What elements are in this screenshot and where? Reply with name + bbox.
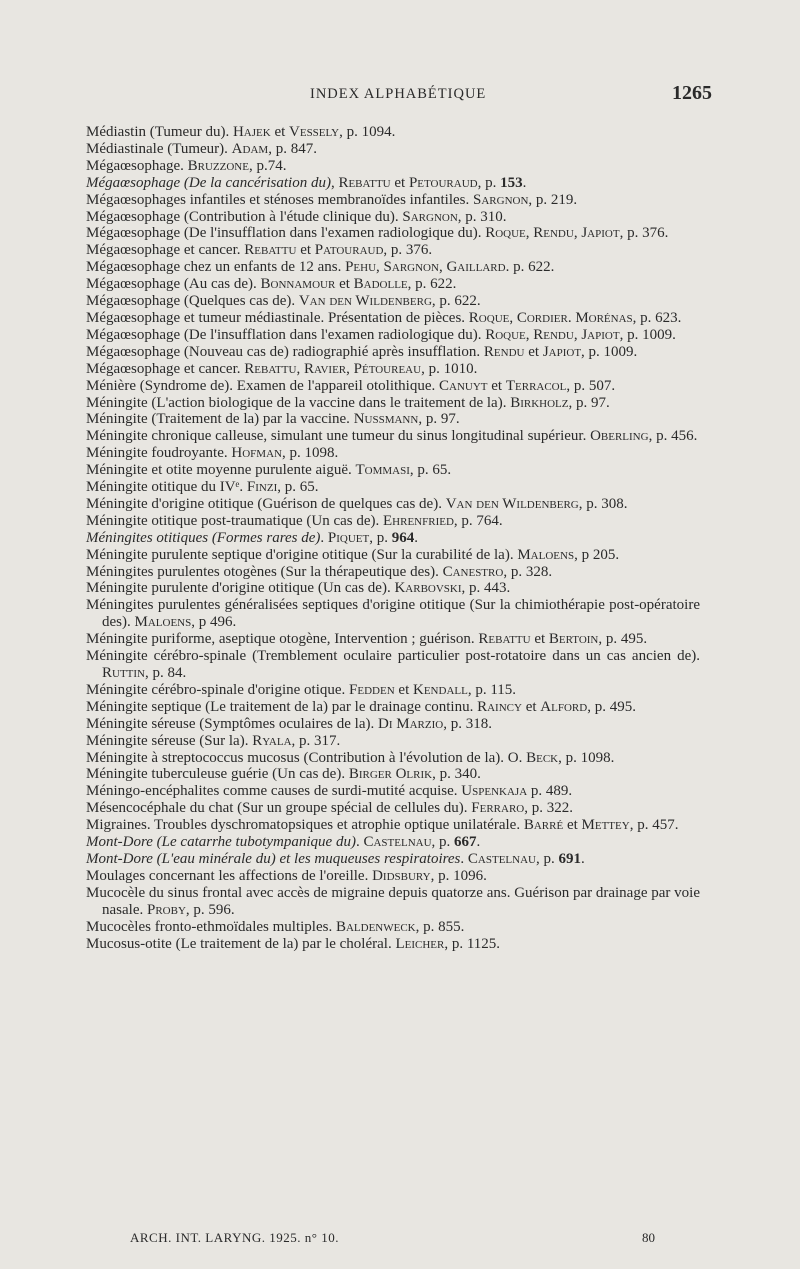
- index-entry: [86, 868, 700, 885]
- entry-segment: Rebattu: [338, 174, 391, 191]
- entry-segment: Karbovski: [394, 580, 462, 597]
- entry-segment: ,: [525, 326, 534, 343]
- entry-segment: Piquet: [327, 529, 370, 546]
- index-entry: [86, 631, 700, 648]
- entry-segment: ,: [573, 225, 582, 242]
- entry-segment: Rendu: [533, 326, 574, 343]
- index-entry: [86, 766, 700, 783]
- entry-segment: Di Marzio: [378, 715, 444, 732]
- entry-segment: Mégaœsophage (De l'insufflation dans l'examen radiologique du).: [86, 225, 486, 242]
- entry-segment: et: [487, 377, 506, 394]
- entry-segment: Van den Wildenberg: [445, 495, 579, 512]
- index-entry: [86, 479, 700, 496]
- entry-segment: Méningite purulente septique d'origine otitique (Sur la curabilité de la).: [86, 546, 518, 563]
- entry-segment: , p. 376.: [383, 242, 433, 259]
- entry-segment: , p. 622.: [407, 276, 457, 293]
- entry-segment: 691: [558, 850, 581, 867]
- entry-segment: , p. 318.: [443, 715, 492, 732]
- entry-segment: , p. 1098.: [281, 445, 339, 462]
- entry-segment: Gaillard: [446, 259, 506, 276]
- entry-segment: Nussmann: [353, 411, 419, 428]
- index-entry: [86, 242, 700, 259]
- entry-segment: , p.: [431, 834, 455, 851]
- page-header: [0, 82, 800, 110]
- entry-segment: Barré: [523, 817, 564, 834]
- index-entry: [86, 800, 700, 817]
- index-entries: [86, 124, 700, 952]
- signature-mark: 80: [642, 1230, 655, 1245]
- index-entry: [86, 530, 700, 547]
- entry-segment: .: [522, 174, 527, 191]
- entry-segment: Méningite d'origine otitique (Guérison de quelques cas de).: [86, 495, 446, 512]
- entry-segment: , p. 1125.: [444, 935, 501, 952]
- entry-segment: Mettey: [581, 817, 630, 834]
- entry-segment: .: [567, 309, 576, 326]
- page-footer: [0, 1230, 800, 1250]
- entry-segment: et: [563, 817, 582, 834]
- index-entry: [86, 783, 700, 800]
- entry-segment: Ruttin: [102, 665, 145, 681]
- entry-segment: Méningite cérébro-spinale d'origine otique.: [86, 681, 350, 698]
- entry-segment: Castelnau: [363, 834, 432, 851]
- entry-segment: , p. 623.: [632, 309, 682, 326]
- entry-segment: Rebattu: [478, 631, 531, 648]
- entry-segment: , p. 1096.: [430, 867, 487, 884]
- entry-segment: ,: [330, 174, 339, 191]
- entry-segment: , p. 457.: [629, 817, 679, 834]
- entry-segment: Alford: [540, 698, 588, 715]
- index-entry: [86, 378, 700, 395]
- entry-segment: Méningite séreuse (Sur la).: [86, 732, 253, 749]
- entry-segment: , p. 507.: [566, 377, 616, 394]
- index-entry: [86, 513, 700, 530]
- entry-segment: , p.74.: [248, 157, 287, 174]
- entry-segment: .: [414, 529, 418, 546]
- entry-segment: 153: [500, 174, 523, 191]
- entry-segment: Kendall: [413, 681, 468, 698]
- index-entry: [86, 293, 700, 310]
- entry-segment: Mégaœsophage (Nouveau cas de) radiographié après insufflation.: [86, 343, 484, 360]
- page-number: 1265: [672, 82, 712, 104]
- entry-segment: , p. 317.: [291, 732, 341, 749]
- entry-segment: Mucocèles fronto-ethmoïdales multiples.: [86, 918, 336, 935]
- entry-segment: Ryala: [252, 732, 292, 749]
- entry-segment: Tommasi: [355, 462, 410, 479]
- index-entry: [86, 209, 700, 226]
- entry-segment: Migraines. Troubles dyschromatopsiques et atrophie optique unilatérale.: [86, 817, 524, 834]
- entry-segment: Pehu: [345, 259, 377, 276]
- entry-segment: ,: [438, 259, 447, 276]
- entry-segment: Méningites otitiques (Formes rares de): [86, 529, 321, 546]
- entry-segment: ,: [296, 360, 304, 377]
- entry-segment: Méningite à streptococcus mucosus (Contribution à l'évolution de la).: [86, 749, 508, 766]
- entry-segment: Cordier: [516, 309, 568, 326]
- index-entry: [86, 597, 700, 631]
- index-entry: [86, 733, 700, 750]
- entry-segment: Pétoureau: [353, 360, 422, 377]
- entry-segment: Oberling: [590, 428, 649, 445]
- entry-segment: Méningite (L'action biologique de la vaccine dans le traitement de la).: [86, 394, 511, 411]
- entry-segment: p. 489.: [527, 783, 573, 800]
- entry-segment: ,: [509, 309, 517, 326]
- entry-segment: Mésencocéphale du chat (Sur un groupe spécial de cellules du).: [86, 800, 472, 817]
- entry-segment: et: [530, 631, 549, 648]
- entry-segment: Badolle: [353, 276, 408, 293]
- entry-segment: .: [580, 850, 585, 867]
- entry-segment: Proby: [146, 901, 186, 918]
- entry-segment: .: [476, 834, 481, 851]
- index-entry: [86, 885, 700, 919]
- entry-segment: , p. 1094.: [339, 124, 396, 140]
- entry-segment: , p. 1098.: [558, 749, 615, 766]
- entry-segment: , p. 847.: [268, 140, 317, 157]
- entry-segment: Mégaœsophage et cancer.: [86, 360, 245, 377]
- entry-segment: Canestro: [442, 563, 504, 580]
- entry-segment: Méningites purulentes généralisées septiques d'origine otitique (Sur la chimiothérapie post-opératoire des).: [86, 597, 700, 631]
- entry-segment: Rebattu: [244, 360, 297, 377]
- entry-segment: , p. 1010.: [421, 360, 478, 377]
- entry-segment: Birger Olrik: [348, 766, 433, 783]
- index-entry: [86, 445, 700, 462]
- entry-segment: , p. 310.: [457, 208, 507, 225]
- entry-segment: Mégaœsophage (Au cas de).: [86, 276, 261, 293]
- entry-segment: Mégaœsophage.: [86, 157, 188, 174]
- entry-segment: , p. 219.: [528, 191, 578, 208]
- entry-segment: Birkholz: [510, 394, 569, 411]
- entry-segment: Roque: [468, 309, 510, 326]
- entry-segment: Vessely: [289, 124, 340, 140]
- entry-segment: ,: [376, 259, 384, 276]
- index-entry: [86, 310, 700, 327]
- entry-segment: Rendu: [483, 343, 525, 360]
- entry-segment: , p. 443.: [461, 580, 511, 597]
- index-entry: [86, 750, 700, 767]
- entry-segment: , p.: [477, 174, 501, 191]
- entry-segment: Van den Wildenberg: [298, 293, 432, 310]
- index-entry: [86, 699, 700, 716]
- entry-segment: ,: [573, 326, 582, 343]
- entry-segment: Baldenweck: [335, 918, 416, 935]
- entry-segment: Leicher: [395, 935, 445, 952]
- index-entry: [86, 851, 700, 868]
- entry-segment: , p. 855.: [415, 918, 465, 935]
- index-entry: [86, 141, 700, 158]
- entry-segment: Méningite chronique calleuse, simulant une tumeur du sinus longitudinal supérieur.: [86, 428, 591, 445]
- entry-segment: Méningite tuberculeuse guérie (Un cas de).: [86, 766, 349, 783]
- entry-segment: , p. 456.: [648, 428, 698, 445]
- entry-segment: Mégaœsophage (De la cancérisation du): [86, 174, 331, 191]
- index-entry: [86, 395, 700, 412]
- entry-segment: , p. 308.: [578, 495, 628, 512]
- entry-segment: et: [270, 124, 290, 140]
- entry-segment: Mégaœsophage et cancer.: [86, 242, 245, 259]
- entry-segment: Rebattu: [244, 242, 297, 259]
- index-entry: [86, 411, 700, 428]
- entry-segment: Mégaœsophage (De l'insufflation dans l'examen radiologique du).: [86, 326, 486, 343]
- entry-segment: et: [335, 276, 354, 293]
- index-entry: [86, 175, 700, 192]
- entry-segment: , p. 495.: [587, 698, 636, 715]
- entry-segment: Patouraud: [314, 242, 384, 259]
- entry-segment: Mucosus-otite (Le traitement de la) par le choléral.: [86, 935, 396, 952]
- index-entry: [86, 327, 700, 344]
- entry-segment: Sargnon: [473, 191, 529, 208]
- entry-segment: et: [390, 174, 409, 191]
- entry-segment: , p. 622.: [431, 293, 481, 310]
- entry-segment: Sargnon: [383, 259, 439, 276]
- entry-segment: , p. 340.: [432, 766, 481, 783]
- entry-segment: Méningite foudroyante.: [86, 445, 232, 462]
- entry-segment: Mégaœsophage (Quelques cas de).: [86, 293, 299, 310]
- entry-segment: Bruzzone: [187, 157, 249, 174]
- entry-segment: Mégaœsophage chez un enfants de 12 ans.: [86, 259, 346, 276]
- entry-segment: O. Beck: [507, 749, 559, 766]
- entry-segment: 964: [391, 529, 415, 546]
- index-entry: [86, 919, 700, 936]
- index-entry: [86, 547, 700, 564]
- entry-segment: , p 496.: [191, 614, 237, 631]
- index-entry: [86, 276, 700, 293]
- entry-segment: Méningite otitique post-traumatique (Un cas de).: [86, 512, 384, 529]
- entry-segment: , p.: [535, 850, 559, 867]
- entry-segment: , p. 1009.: [581, 343, 638, 360]
- index-entry: [86, 192, 700, 209]
- entry-segment: . p. 622.: [505, 259, 555, 276]
- entry-segment: et: [524, 343, 543, 360]
- entry-segment: ,: [525, 225, 534, 242]
- entry-segment: , p. 65.: [277, 479, 319, 496]
- entry-segment: Petouraud: [408, 174, 478, 191]
- entry-segment: Mont-Dore (Le catarrhe tubotympanique du): [86, 834, 356, 851]
- entry-segment: , p. 764.: [453, 512, 503, 529]
- entry-segment: Raincy: [477, 698, 522, 715]
- entry-segment: Méningite purulente d'origine otitique (Un cas de).: [86, 580, 395, 597]
- entry-segment: , p. 84.: [145, 665, 187, 681]
- entry-segment: Mégaœsophage et tumeur médiastinale. Présentation de pièces.: [86, 309, 469, 326]
- entry-segment: Méningite (Traitement de la) par la vaccine.: [86, 411, 354, 428]
- entry-segment: ,: [346, 360, 354, 377]
- entry-segment: Hofman: [231, 445, 282, 462]
- entry-segment: , p. 495.: [598, 631, 648, 648]
- entry-segment: Japiot: [581, 225, 620, 242]
- entry-segment: Finzi: [246, 479, 278, 496]
- entry-segment: , p. 65.: [409, 462, 452, 479]
- entry-segment: Mucocèle du sinus frontal avec accès de migraine depuis quatorze ans. Guérison par drainage par voie nasale.: [86, 884, 700, 918]
- entry-segment: et: [394, 681, 413, 698]
- entry-segment: Hajek: [232, 124, 271, 140]
- index-entry: [86, 158, 700, 175]
- index-entry: [86, 496, 700, 513]
- running-head: INDEX ALPHABÉTIQUE: [310, 86, 487, 102]
- index-entry: [86, 716, 700, 733]
- index-entry: [86, 428, 700, 445]
- index-entry: [86, 834, 700, 851]
- entry-segment: et: [521, 698, 541, 715]
- entry-segment: Adam: [231, 140, 269, 157]
- entry-segment: 667: [454, 834, 477, 851]
- index-entry: [86, 564, 700, 581]
- entry-segment: .: [460, 850, 468, 867]
- entry-segment: Mont-Dore (L'eau minérale du) et les muqueuses respiratoires: [86, 850, 461, 867]
- entry-segment: , p. 328.: [503, 563, 553, 580]
- entry-segment: Ehrenfried: [383, 512, 454, 529]
- entry-segment: Canuyt: [439, 377, 488, 394]
- entry-segment: , p 205.: [574, 546, 620, 563]
- entry-segment: Bonnamour: [260, 276, 336, 293]
- entry-segment: Méningo-encéphalites comme causes de surdi-mutité acquise.: [86, 783, 462, 800]
- entry-segment: Moulages concernant les affections de l'oreille.: [86, 867, 373, 884]
- entry-segment: , p. 376.: [619, 225, 669, 242]
- entry-segment: Méningite septique (Le traitement de la) par le drainage continu.: [86, 698, 478, 715]
- entry-segment: , p.: [369, 529, 392, 546]
- entry-segment: .: [355, 834, 364, 851]
- entry-segment: Ménière (Syndrome de). Examen de l'appareil otolithique.: [86, 377, 440, 394]
- index-entry: [86, 361, 700, 378]
- entry-segment: Ferraro: [471, 800, 525, 817]
- entry-segment: Méningite otitique du IVᵉ.: [86, 479, 247, 496]
- index-entry: [86, 259, 700, 276]
- entry-segment: , p. 97.: [568, 394, 610, 411]
- index-entry: [86, 462, 700, 479]
- entry-segment: Bertoin: [548, 631, 599, 648]
- entry-segment: Terracol: [505, 377, 567, 394]
- entry-segment: Méningite et otite moyenne purulente aiguë.: [86, 462, 356, 479]
- entry-segment: Morénas: [575, 309, 633, 326]
- entry-segment: , p. 596.: [185, 901, 235, 918]
- index-entry: [86, 682, 700, 699]
- entry-segment: Maloens: [517, 546, 575, 563]
- entry-segment: Japiot: [542, 343, 582, 360]
- entry-segment: Ravier: [303, 360, 347, 377]
- entry-segment: , p. 1009.: [619, 326, 676, 343]
- index-entry: [86, 225, 700, 242]
- entry-segment: , p. 322.: [524, 800, 573, 817]
- entry-segment: Sargnon: [402, 208, 458, 225]
- entry-segment: .: [320, 529, 328, 546]
- entry-segment: Méningite puriforme, aseptique otogène, Intervention ; guérison.: [86, 631, 479, 648]
- index-entry: [86, 936, 700, 953]
- entry-segment: Uspenkaja: [461, 783, 528, 800]
- entry-segment: Rendu: [533, 225, 574, 242]
- entry-segment: Maloens: [134, 614, 192, 631]
- entry-segment: Castelnau: [467, 850, 536, 867]
- entry-segment: Mégaœsophage (Contribution à l'étude clinique du).: [86, 208, 403, 225]
- entry-segment: Médiastinale (Tumeur).: [86, 140, 232, 157]
- index-entry: [86, 648, 700, 682]
- entry-segment: Médiastin (Tumeur du).: [86, 124, 233, 140]
- entry-segment: Roque: [485, 225, 526, 242]
- entry-segment: Didsbury: [372, 867, 431, 884]
- entry-segment: Japiot: [581, 326, 620, 343]
- entry-segment: Méningite séreuse (Symptômes oculaires de la).: [86, 715, 379, 732]
- index-entry: [86, 580, 700, 597]
- index-entry: [86, 817, 700, 834]
- entry-segment: Roque: [485, 326, 526, 343]
- entry-segment: Méningites purulentes otogènes (Sur la thérapeutique des).: [86, 563, 443, 580]
- entry-segment: , p. 115.: [467, 681, 517, 698]
- entry-segment: Fedden: [349, 681, 395, 698]
- entry-segment: , p. 97.: [418, 411, 460, 428]
- index-entry: [86, 344, 700, 361]
- entry-segment: Méningite cérébro-spinale (Tremblement oculaire particulier post-rotatoire dans un cas ancien de).: [86, 648, 700, 665]
- entry-segment: et: [296, 242, 315, 259]
- journal-reference: ARCH. INT. LARYNG. 1925. n° 10.: [130, 1230, 339, 1245]
- entry-segment: Mégaœsophages infantiles et sténoses membranoïdes infantiles.: [86, 191, 473, 208]
- index-entry: [86, 124, 700, 141]
